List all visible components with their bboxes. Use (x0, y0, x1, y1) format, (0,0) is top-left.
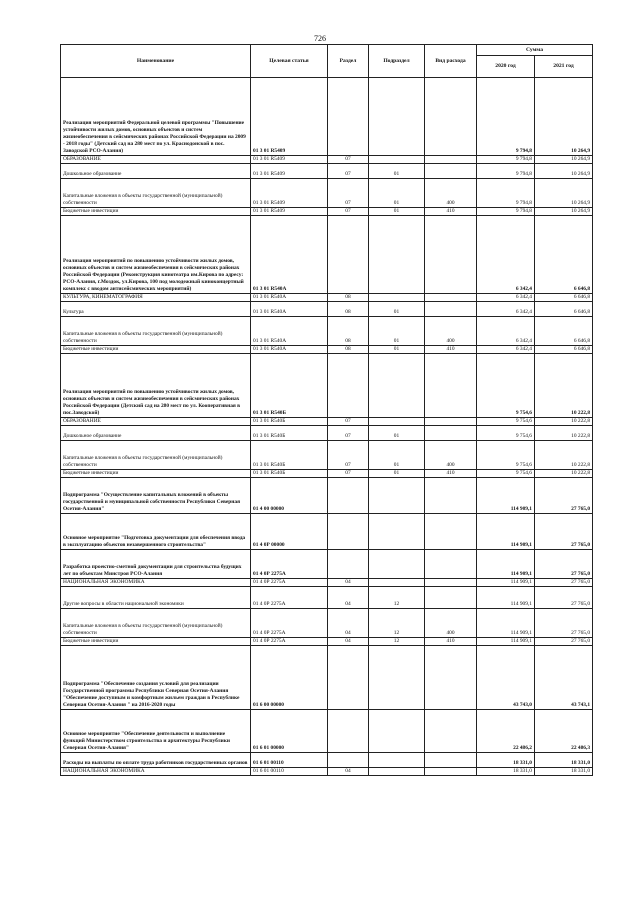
row-sum-2021: 43 743,1 (535, 646, 593, 710)
row-subsection: 01 (369, 208, 425, 216)
table-body (61, 78, 593, 776)
row-name: Капитальные вложения в объекты государственной (муниципальной) собственности (61, 179, 251, 208)
row-sum-2021: 27 765,0 (535, 514, 593, 550)
row-name: Реализация мероприятий по повышению устойчивости жилых домов, основных объектов и систем жизнеобеспечения в сейсмических районах Российской Федерации (Детский сад на 280 мест по ул. Кооперативная в пос.Заводской) (61, 354, 251, 418)
row-expense-type (425, 426, 477, 441)
row-name: Реализация мероприятий по повышению устойчивости жилых домов, основных объектов и систем жизнеобеспечения в сейсмических районах Российской Федерации (Реконструкция кинотеатра им.Кирова по адресу: РСО-Алания, г.Моздок, ул.Кирова, 100 под молодежный киноконцертный комплекс с вводом антисейсмических мероприятий) (61, 216, 251, 294)
row-sum-2021: 27 765,0 (535, 638, 593, 646)
header-subsection: Подраздел (369, 45, 425, 78)
row-sum-2020: 114 909,1 (477, 638, 535, 646)
table-row (61, 550, 593, 579)
row-expense-type (425, 550, 477, 579)
row-article: 01 3 01 R540Б (251, 418, 328, 426)
row-expense-type (425, 78, 477, 156)
row-name: Бюджетные инвестиции (61, 470, 251, 478)
table-row (61, 302, 593, 317)
row-article: 01 3 01 R540А (251, 346, 328, 354)
row-sum-2021: 6 646,8 (535, 216, 593, 294)
row-sum-2021: 10 264,9 (535, 78, 593, 156)
row-subsection (369, 579, 425, 587)
row-section: 07 (328, 426, 369, 441)
row-section (328, 514, 369, 550)
row-subsection: 01 (369, 470, 425, 478)
row-article: 01 3 01 R540А (251, 294, 328, 302)
row-expense-type (425, 156, 477, 164)
row-sum-2020: 9 794,8 (477, 156, 535, 164)
row-section (328, 646, 369, 710)
row-sum-2021: 27 765,0 (535, 478, 593, 514)
row-sum-2020: 6 342,4 (477, 317, 535, 346)
page-number: 726 (314, 34, 326, 43)
row-sum-2020: 114 909,1 (477, 609, 535, 638)
row-section: 04 (328, 768, 369, 776)
row-section (328, 354, 369, 418)
row-name: Бюджетные инвестиции (61, 638, 251, 646)
row-article: 01 3 01 R540А (251, 302, 328, 317)
row-sum-2020: 6 342,4 (477, 346, 535, 354)
row-sum-2020: 6 342,4 (477, 216, 535, 294)
row-sum-2021: 27 765,0 (535, 579, 593, 587)
row-subsection: 01 (369, 302, 425, 317)
row-section: 08 (328, 346, 369, 354)
row-sum-2021: 10 222,8 (535, 418, 593, 426)
budget-table (60, 44, 593, 776)
row-article: 01 4 00 00000 (251, 478, 328, 514)
row-expense-type (425, 514, 477, 550)
row-expense-type: 410 (425, 208, 477, 216)
row-name: Культура (61, 302, 251, 317)
row-sum-2021: 18 331,0 (535, 768, 593, 776)
row-name: Капитальные вложения в объекты государственной (муниципальной) собственности (61, 609, 251, 638)
row-expense-type (425, 587, 477, 609)
row-sum-2020: 114 909,1 (477, 550, 535, 579)
row-expense-type (425, 418, 477, 426)
row-subsection (369, 418, 425, 426)
row-section: 07 (328, 441, 369, 470)
row-name: Капитальные вложения в объекты государственной (муниципальной) собственности (61, 317, 251, 346)
table-row (61, 418, 593, 426)
row-name: Бюджетные инвестиции (61, 346, 251, 354)
row-section: 07 (328, 179, 369, 208)
table-row (61, 156, 593, 164)
row-expense-type (425, 646, 477, 710)
row-sum-2021: 6 646,8 (535, 317, 593, 346)
table-row (61, 216, 593, 294)
row-sum-2021: 10 222,8 (535, 354, 593, 418)
row-article: 01 4 0Р 2275А (251, 587, 328, 609)
row-subsection: 12 (369, 587, 425, 609)
row-sum-2020: 22 486,2 (477, 710, 535, 753)
row-article: 01 3 01 R540Б (251, 441, 328, 470)
table-row (61, 768, 593, 776)
row-subsection (369, 78, 425, 156)
table-row (61, 346, 593, 354)
row-subsection (369, 550, 425, 579)
row-section (328, 753, 369, 768)
row-article: 01 4 0Р 2275А (251, 609, 328, 638)
row-sum-2021: 6 646,8 (535, 346, 593, 354)
row-sum-2021: 10 264,9 (535, 156, 593, 164)
row-name: НАЦИОНАЛЬНАЯ ЭКОНОМИКА (61, 768, 251, 776)
row-name: ОБРАЗОВАНИЕ (61, 418, 251, 426)
row-section: 07 (328, 156, 369, 164)
table-row (61, 354, 593, 418)
row-name: Дошкольное образование (61, 426, 251, 441)
row-name: Дошкольное образование (61, 164, 251, 179)
row-sum-2020: 9 754,6 (477, 441, 535, 470)
row-name: Бюджетные инвестиции (61, 208, 251, 216)
row-expense-type: 400 (425, 609, 477, 638)
row-sum-2020: 9 754,6 (477, 354, 535, 418)
row-article: 01 3 01 R5409 (251, 164, 328, 179)
row-expense-type (425, 302, 477, 317)
row-sum-2020: 9 794,8 (477, 78, 535, 156)
row-subsection (369, 514, 425, 550)
row-sum-2021: 10 264,9 (535, 164, 593, 179)
table-row (61, 164, 593, 179)
row-section (328, 216, 369, 294)
row-name: Подпрограмма "Обеспечение создания условий для реализации Государственной программы Республики Северная Осетия-Алания "Обеспечение доступным и комфортным жильем граждан в Республике Северная Осетия-Алания " на 2016-2020 годы (61, 646, 251, 710)
table-row (61, 470, 593, 478)
row-sum-2020: 114 909,1 (477, 514, 535, 550)
row-sum-2021: 10 264,9 (535, 179, 593, 208)
row-section (328, 550, 369, 579)
row-subsection (369, 753, 425, 768)
row-article: 01 4 0Р 2275А (251, 550, 328, 579)
row-name: ОБРАЗОВАНИЕ (61, 156, 251, 164)
row-sum-2020: 9 794,8 (477, 179, 535, 208)
row-sum-2020: 6 342,4 (477, 294, 535, 302)
row-article: 01 3 01 R5409 (251, 179, 328, 208)
row-subsection: 12 (369, 609, 425, 638)
header-year-2020: 2020 год (477, 56, 535, 78)
row-article: 01 3 01 R540Б (251, 426, 328, 441)
row-article: 01 4 0Р 2275А (251, 638, 328, 646)
row-name: Капитальные вложения в объекты государственной (муниципальной) собственности (61, 441, 251, 470)
row-sum-2020: 9 754,6 (477, 418, 535, 426)
row-section: 08 (328, 294, 369, 302)
row-article: 01 3 01 R5409 (251, 78, 328, 156)
table-row (61, 638, 593, 646)
row-sum-2021: 18 331,0 (535, 753, 593, 768)
header-expense-type: Вид расхода (425, 45, 477, 78)
row-expense-type (425, 753, 477, 768)
header-year-2021: 2021 год (535, 56, 593, 78)
row-subsection (369, 646, 425, 710)
row-subsection: 01 (369, 346, 425, 354)
table-row (61, 426, 593, 441)
table-row (61, 478, 593, 514)
row-article: 01 3 01 R5409 (251, 156, 328, 164)
row-expense-type (425, 478, 477, 514)
table-row (61, 78, 593, 156)
table-row (61, 646, 593, 710)
row-sum-2021: 6 646,8 (535, 302, 593, 317)
row-sum-2020: 18 331,0 (477, 768, 535, 776)
row-subsection (369, 768, 425, 776)
row-expense-type (425, 354, 477, 418)
row-section (328, 78, 369, 156)
header-section: Раздел (328, 45, 369, 78)
row-section (328, 478, 369, 514)
header-article: Целевая статья (251, 45, 328, 78)
row-expense-type: 410 (425, 346, 477, 354)
row-sum-2021: 22 486,3 (535, 710, 593, 753)
row-subsection: 01 (369, 426, 425, 441)
row-expense-type: 410 (425, 638, 477, 646)
row-section: 08 (328, 317, 369, 346)
row-expense-type: 400 (425, 441, 477, 470)
row-subsection (369, 478, 425, 514)
row-article: 01 3 01 R540Б (251, 470, 328, 478)
row-sum-2021: 10 264,9 (535, 208, 593, 216)
table-row (61, 441, 593, 470)
row-section: 08 (328, 302, 369, 317)
row-expense-type: 400 (425, 179, 477, 208)
row-subsection (369, 710, 425, 753)
row-subsection (369, 354, 425, 418)
row-name: НАЦИОНАЛЬНАЯ ЭКОНОМИКА (61, 579, 251, 587)
row-sum-2020: 9 794,8 (477, 164, 535, 179)
row-article: 01 3 01 R5409 (251, 208, 328, 216)
row-article: 01 3 01 R540Б (251, 354, 328, 418)
row-subsection: 01 (369, 164, 425, 179)
row-name: Разработка проектно-сметной документации для строительства будущих лет по объектам Минстроя РСО-Алания (61, 550, 251, 579)
row-name: Расходы на выплаты по оплате труда работников государственных органов (61, 753, 251, 768)
row-expense-type: 400 (425, 317, 477, 346)
row-sum-2021: 27 765,0 (535, 609, 593, 638)
row-article: 01 4 0Р 00000 (251, 514, 328, 550)
row-expense-type (425, 164, 477, 179)
row-section: 07 (328, 470, 369, 478)
row-name: Основное мероприятие "Подготовка документации для обеспечения ввода в эксплуатацию объектов незавершенного строительства" (61, 514, 251, 550)
row-name: Основное мероприятие "Обеспечение деятельности и выполнение функций Министерством строительства и архитектуры Республики Северная Осетия-Алания" (61, 710, 251, 753)
row-section: 07 (328, 418, 369, 426)
row-subsection (369, 216, 425, 294)
row-section: 04 (328, 609, 369, 638)
table-row (61, 609, 593, 638)
row-subsection: 01 (369, 179, 425, 208)
row-subsection (369, 294, 425, 302)
row-sum-2021: 10 222,8 (535, 441, 593, 470)
row-article: 01 6 01 00110 (251, 768, 328, 776)
row-article: 01 6 01 00110 (251, 753, 328, 768)
row-sum-2021: 27 765,0 (535, 550, 593, 579)
row-sum-2021: 10 222,8 (535, 426, 593, 441)
row-expense-type (425, 294, 477, 302)
row-article: 01 3 01 R540А (251, 216, 328, 294)
row-sum-2021: 27 765,0 (535, 587, 593, 609)
row-sum-2021: 10 222,8 (535, 470, 593, 478)
row-subsection: 01 (369, 441, 425, 470)
row-expense-type (425, 216, 477, 294)
row-sum-2020: 18 331,0 (477, 753, 535, 768)
row-sum-2020: 6 342,4 (477, 302, 535, 317)
row-article: 01 3 01 R540А (251, 317, 328, 346)
row-subsection: 12 (369, 638, 425, 646)
table-row (61, 514, 593, 550)
row-expense-type (425, 579, 477, 587)
row-subsection: 01 (369, 317, 425, 346)
row-sum-2020: 43 743,0 (477, 646, 535, 710)
row-article: 01 6 01 00000 (251, 710, 328, 753)
row-section: 07 (328, 164, 369, 179)
row-sum-2020: 9 754,6 (477, 470, 535, 478)
row-name: Подпрограмма "Осуществление капитальных вложений в объекты государственной и муниципальной собственности Республики Северная Осетия-Алания" (61, 478, 251, 514)
table-row (61, 294, 593, 302)
row-article: 01 4 0Р 2275А (251, 579, 328, 587)
row-section (328, 710, 369, 753)
row-sum-2020: 9 754,6 (477, 426, 535, 441)
table-row (61, 587, 593, 609)
row-section: 04 (328, 579, 369, 587)
row-sum-2020: 9 794,8 (477, 208, 535, 216)
row-section: 07 (328, 208, 369, 216)
row-name: Реализация мероприятий Федеральной целевой программы "Повышение устойчивости жилых домов, основных объектов и систем жизнеобеспечения в сейсмических районах Российской Федерации на 2009 - 2018 годы" (Детский сад на 280 мест по ул. Краснодонской в пос. Заводской РСО-Алания) (61, 78, 251, 156)
row-sum-2020: 114 909,1 (477, 478, 535, 514)
row-section: 04 (328, 638, 369, 646)
row-sum-2020: 114 909,1 (477, 579, 535, 587)
row-sum-2020: 114 909,1 (477, 587, 535, 609)
row-article: 01 6 00 00000 (251, 646, 328, 710)
table-row (61, 317, 593, 346)
table-row (61, 208, 593, 216)
table-row (61, 179, 593, 208)
header-name: Наименование (61, 45, 251, 78)
row-sum-2021: 6 646,8 (535, 294, 593, 302)
row-section: 04 (328, 587, 369, 609)
row-expense-type (425, 710, 477, 753)
row-expense-type (425, 768, 477, 776)
table-row (61, 753, 593, 768)
header-sum: Сумма (477, 45, 593, 56)
table-row (61, 710, 593, 753)
row-expense-type: 410 (425, 470, 477, 478)
row-name: КУЛЬТУРА, КИНЕМАТОГРАФИЯ (61, 294, 251, 302)
table-row (61, 579, 593, 587)
row-name: Другие вопросы в области национальной экономики (61, 587, 251, 609)
row-subsection (369, 156, 425, 164)
